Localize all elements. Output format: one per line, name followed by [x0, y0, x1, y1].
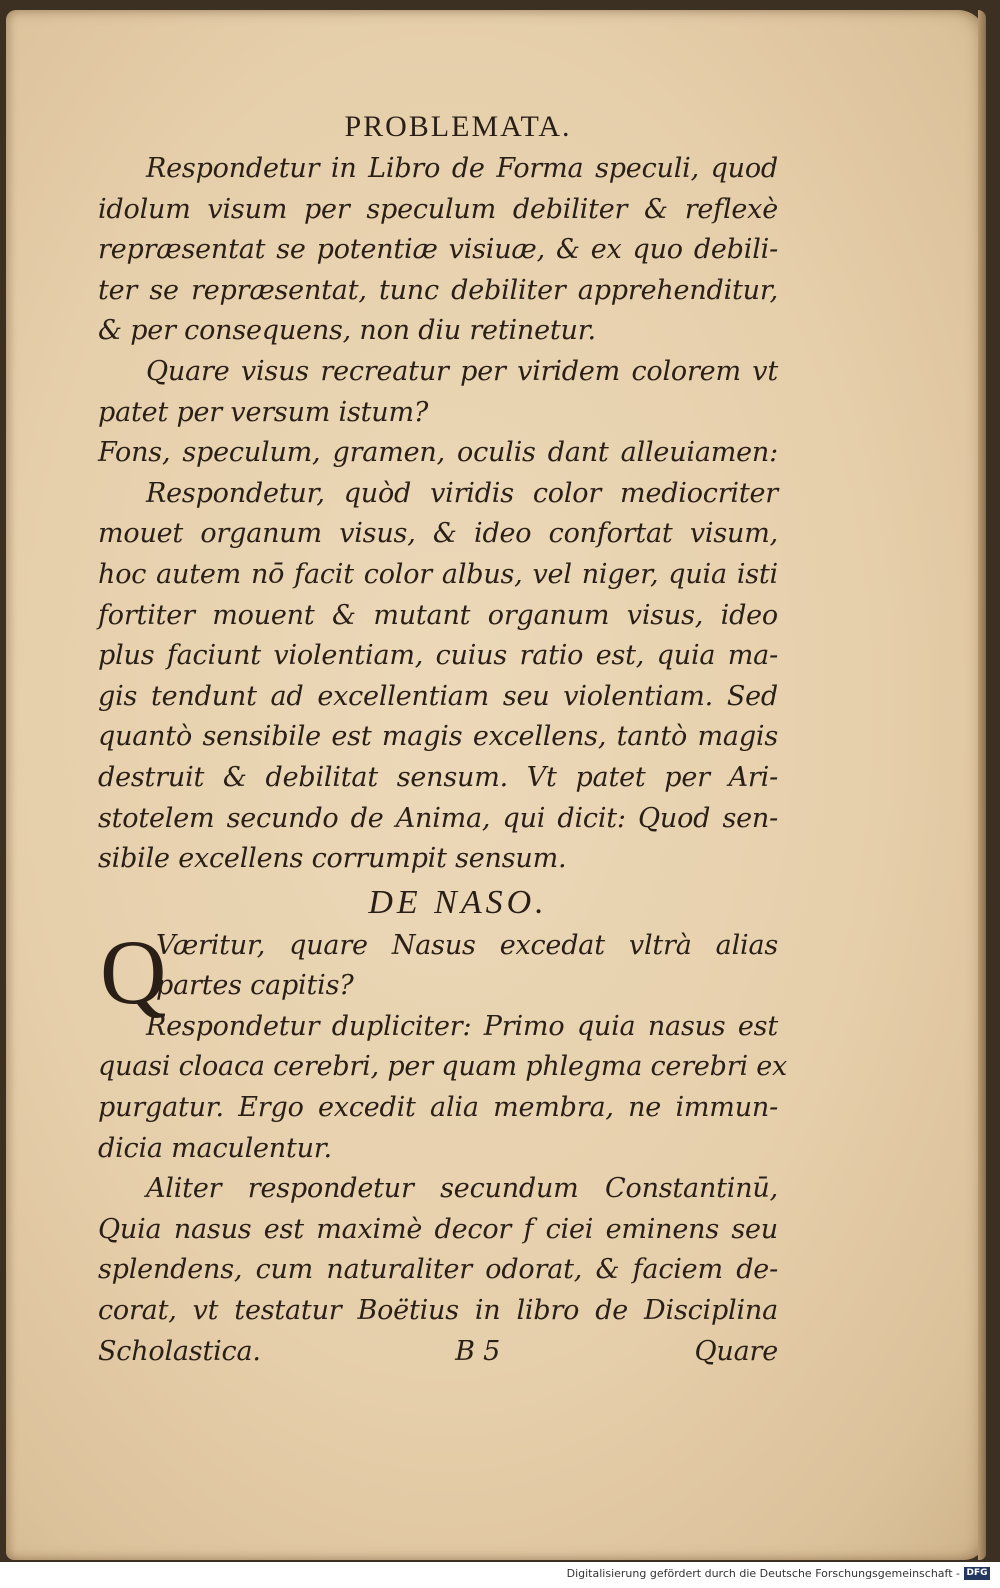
text-line: & per consequens, non diu retinetur. — [98, 315, 596, 347]
text-line: Respondetur, quòd viridis color mediocriter — [146, 477, 778, 509]
text-line: quantò sensibile est magis excellens, tantò magis — [98, 721, 778, 753]
catchword: Quare — [694, 1335, 778, 1367]
drop-cap: Q — [100, 920, 167, 1023]
text-line: Aliter respondetur secundum Constantinū, — [146, 1173, 778, 1205]
text-line: stotelem secundo de Anima, qui dicit: Quod sen- — [98, 802, 778, 834]
text-line: idolum visum per speculum debiliter & reflexè — [98, 193, 778, 225]
text-line: dicia maculentur. — [98, 1132, 332, 1164]
text-line: Væritur, quare Nasus excedat vltrà alias — [156, 929, 778, 961]
dfg-logo: DFG — [964, 1567, 990, 1580]
text-line: mouet organum visus, & ideo confortat visum, — [98, 518, 778, 550]
text-line: Respondetur dupliciter: Primo quia nasus est — [146, 1010, 778, 1042]
signature-mark: B 5 — [455, 1335, 501, 1367]
text-line: plus faciunt violentiam, cuius ratio est, quia ma- — [98, 640, 778, 672]
text-line: Quia nasus est maximè decor f ciei eminens seu — [98, 1213, 778, 1245]
text-line: gis tendunt ad excellentiam seu violentiam. Sed — [98, 680, 778, 712]
text-line: corat, vt testatur Boëtius in libro de Disciplina — [98, 1295, 778, 1327]
verse-line: Fons, speculum, gramen, oculis dant alleuiamen: — [98, 437, 778, 469]
text-line: quasi cloaca cerebri, per quam phlegma cerebri ex — [98, 1051, 788, 1083]
last-line — [98, 1332, 778, 1373]
page-text — [98, 105, 788, 1372]
text-line: fortiter mouent & mutant organum visus, ideo — [98, 599, 778, 631]
text-line: splendens, cum naturaliter odorat, & faciem de- — [98, 1254, 778, 1286]
footer-credit: Digitalisierung gefördert durch die Deutsche Forschungsgemeinschaft - — [566, 1567, 960, 1580]
text-line: purgatur. Ergo excedit alia membra, ne immun- — [98, 1092, 778, 1124]
running-head: PROBLEMATA. — [344, 110, 572, 143]
text-line: sibile excellens corrumpit sensum. — [98, 843, 567, 875]
text-line: destruit & debilitat sensum. Vt patet per Ari- — [98, 761, 778, 793]
text-line: patet per versum istum? — [98, 396, 429, 428]
section-title: DE NASO. — [368, 883, 548, 921]
text-line: repræsentat se potentiæ visiuæ, & ex quo debili- — [98, 234, 778, 266]
text-line: hoc autem nō facit color albus, vel niger, quia isti — [98, 558, 778, 590]
text-line: ter se repræsentat, tunc debiliter apprehenditur, — [98, 274, 778, 306]
text-line: Respondetur in Libro de Forma speculi, quod — [146, 153, 778, 184]
text-line: Quare visus recreatur per viridem colorem vt — [146, 355, 778, 387]
text-line: Scholastica. — [98, 1335, 261, 1367]
footer-bar — [0, 1562, 1000, 1588]
text-line: partes capitis? — [156, 970, 354, 1002]
page-edge — [978, 10, 986, 1560]
